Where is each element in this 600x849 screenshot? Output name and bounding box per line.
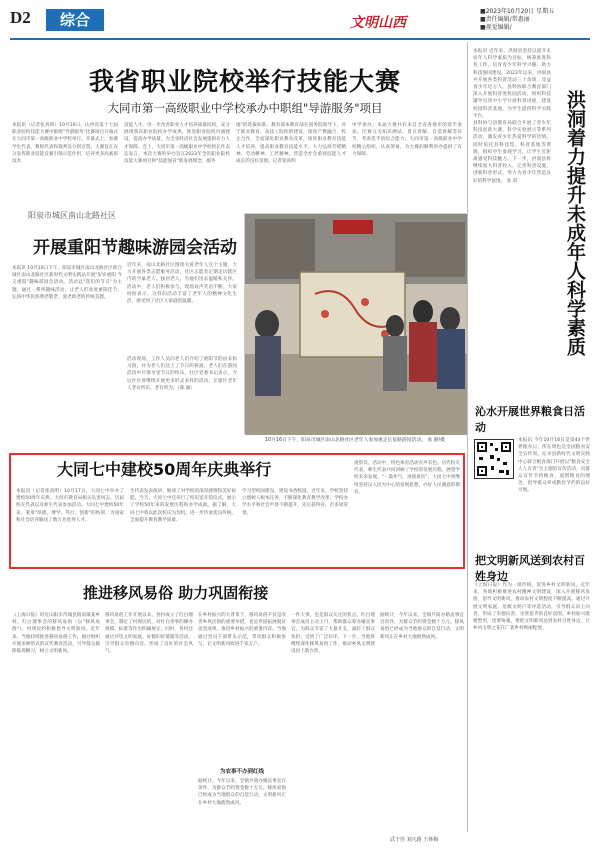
- bottom-story-column-4: 一件大事，也是群众关注的焦点。红白理事会成员主动上门，帮助群众筹办婚丧事宜，为群众节省了大量开支，减轻了群众负担，受到了广泛好评。下一步，当地将继续深化移风易俗工作，推动乡风文明建设再上新台阶。: [291, 613, 375, 655]
- qr-code-graphic: [475, 440, 513, 478]
- featured-story-column-4: 观察员。活动中，特色体育活动有声有色。历代校友代表、师生代表共同回顾了学校的发展历程，展望学校未来发展。"一鼓作气，再接再厉"，大同七中将继续坚持以人民为中心的发展思想，办好人民满意的教育。: [354, 461, 460, 495]
- civilization-story-text: 《上海日报》作为一项传统，促进乡村文明新风。近年来，各地积极推进农村精神文明建设，深入开展移风易俗，倡导文明新风，推动农村文明程度不断提高。通过开展文明家庭、星级文明户等评选活动，引导群众向上向善，形成了崇德向善、见贤思齐的良好氛围。乡村振兴既要塑形，也要铸魂，要把文明新风送到农村百姓身边，让乡风文明之花在广袤乡村绚丽绽放。: [473, 583, 590, 632]
- right-column-text-1a: 本报讯 近年来，洪洞县坚持以提升未成年人科学素质为目标，统筹推进科普工作，培育青少年科学兴趣，助力科技强国建设。2023年以来，洪洞县共开展各类科普活动三十余场，受益青少年近万人。县科协联合教育部门深入开展科普进校园活动，组织科技辅导员到中小学开展科普讲座，建设校园科普基地，为学生提供科学实践平台。: [473, 49, 551, 119]
- bottom-story-column-3b: 据统计，今年以来，全镇共简办婚丧事宜百余件，为群众节约资金数十万元。移风易俗已经成为当地群众的自觉行动，文明新风正在乡村大地蔚然成风。: [198, 779, 286, 806]
- masthead-rule: [10, 38, 590, 40]
- column-divider: [467, 42, 468, 832]
- bottom-story-author: 武于佳 刘凡路 王林梅: [390, 837, 439, 843]
- neighborhood-story-column-3: 活动现场，工作人员向老人们介绍了重阳节的由来和习俗，并为老人们送上了节日的祝福。老人们在游园活动中尽情享受节日的快乐。社区党委书记表示，今后社区将继续开展更多形式多样的活动，让辖区老年人老有所乐、老有所为。（陈 颖）: [127, 357, 237, 391]
- neighborhood-story-tag: 阳泉市城区南山北路社区: [28, 211, 116, 220]
- right-column-text-1: [473, 48, 551, 433]
- top-story-title: 我省职业院校举行技能大赛: [88, 67, 401, 96]
- qr-code[interactable]: [474, 439, 514, 479]
- event-photo: [244, 213, 466, 434]
- neighborhood-story-title: 开展重阳节趣味游园会活动: [33, 238, 237, 258]
- masthead: [10, 8, 590, 38]
- page-number: D2: [10, 8, 31, 27]
- top-story-column-2: 技能人才。进一步改善职业人才培养质量结构，充分展现我省职业院校办学成果，推进职业院校内涵建设，提高办学质量，为全省经济社会发展提供有力人才保障。会上，大同市第一高级职业中学校校长作表态发言。本次大赛的举办旨在2023年全省职业院校技能大赛项目和"技能强省"新发展理念，服务: [124, 123, 230, 165]
- event-photo-caption: 10月16日下午，阳泉市城区南山北路社区老年人参加重走长征路游园活动。 张 静/摄: [265, 438, 445, 443]
- event-photo-illustration: [245, 214, 467, 435]
- right-column-text-1b: 县科协与县教育局联合开展了青少年科技创新大赛、科学实验展示等系列活动，激发青少年热爱科学的热情。同时依托县科技馆、科普基地等资源，组织学生参观学习，让学生近距离感受科技魅力。下一步，洪洞县将继续加大科普投入，完善科普设施，创新科普形式，努力为青少年营造良好的科学氛围。 张 甫: [473, 121, 551, 184]
- featured-story-title: 大同七中建校50周年庆典举行: [57, 460, 272, 479]
- featured-story-column-1: 本报讯（记者张真明）10月17日，大同七中举办了建校50周年庆典。大同市教育局相关负责同志、历届校友代表以及师生代表参加活动。大同七中建校50年来，秉承"厚德、博学、笃行、创新"的校训，为国家和社会培养输送了数万名优秀人才。: [16, 489, 124, 523]
- featured-story-column-2: 生代表发表演讲，畅谈了对学校的深厚感情和美好祝愿。当天，大同七中还举行了校史馆开馆仪式，展示了学校50年来的发展历程和办学成就。据了解，大同七中将以此次校庆为契机，进一步传承优良传统，全面提升教育教学质量。: [130, 489, 236, 523]
- bottom-story-column-5: [380, 612, 464, 834]
- masthead-meta: [480, 8, 590, 32]
- newspaper-logo: 文明山西: [350, 15, 406, 31]
- top-story-subtitle: 大同市第一高级职业中学校承办中职组"导游服务"项目: [107, 101, 383, 115]
- top-story-column-4: 中学承办。本届大赛共有来自全省各地市的选手参加。比赛分为知识测试、景点讲解、自选讲解等环节，考查选手的综合能力。大同市第一高级职业中学校精心组织，认真筹备，为大赛的顺利举办提供了有力保障。: [352, 123, 462, 157]
- bottom-story-column-5-text: 据统计，今年以来，全镇共简办婚丧事宜百余件，为群众节约资金数十万元。移风易俗已经成为当地群众的自觉行动，文明新风正在乡村大地蔚然成风。: [380, 613, 464, 640]
- masthead-visual-editor: ■视觉编辑/: [480, 24, 512, 31]
- neighborhood-story-column-2: 近年来，南山北路社区围绕关爱老年人这个主题，大力开展各类志愿服务活动，社区志愿者定期走访辖区内的空巢老人、独居老人，为他们送去温暖和关怀。活动中，老人们积极参与，现场欢声笑语不断。大家纷纷表示，这样的活动丰富了老年人的精神文化生活，感受到了社区大家庭的温暖。: [127, 263, 237, 305]
- neighborhood-story-column-1: 本报讯 10月16日下午，阳泉市城区南山北路社区联合城区南山北路社区新时代文明实践站开展"岁岁重阳 今又重阳"趣味游园会活动。活动以"我们的节日"为主题，通过一系列趣味活动，让老人们欢度重阳佳节，弘扬中华民族尊老敬老、爱老助老的传统美德。: [12, 266, 122, 300]
- masthead-date: ■2023年10月20日 星期五: [480, 8, 555, 15]
- bottom-story-title: 推进移风易俗 助力巩固衔接: [83, 584, 269, 602]
- top-story-column-1: 本报讯（记者张真明）10月16日，山西省第十七届职业院校技能大赛中职组"导游服务"比赛项目开幕式在大同市第一高级职业中学校举行。开幕式上，参赛学生代表、教师代表和裁判员分别宣誓。大赛旨在充分发挥职业技能竞赛引领示范作用，培养更多高素质技术: [12, 123, 118, 165]
- top-story-column-3: 地"的选拔标准。教育部本教育部在国务院领导下，对于职业教育、高技工院校的建设，推进产教融合、校企合作，全面深化职业教育改革，推进职业教育技能人才培养，提高职业教育技能水平。大力弘扬劳模精神、劳动精神、工匠精神，营造全社会重视技能人才成长的良好氛围。记者张真明: [236, 123, 346, 165]
- bottom-story-column-2: 移风易俗工作开展以来，各村成立了红白理事会，制定了村规民约，对红白喜事的操办规模、标准等作出明确规定。同时，各村还通过评选文明家庭、好媳妇好婆婆等活动，引导群众崇德向善，形成了良好的社会风气。: [105, 613, 193, 655]
- bottom-story-column-1: 《上海日报》时近山阳市芮城县陌南镇某乡村，红白理事会的移风易俗（以"移风易俗"），村规民约积极倡导文明新风。近年来，当地持续推进移风易俗工作，通过组织开展多种形式的宣传教育活动，引导群众破除陈规陋习，树立文明新风。: [12, 613, 100, 655]
- bottom-story-column-3: 在乡村振兴的大背景下，移风易俗不仅是改善乡风民俗的重要举措，也是巩固拓展脱贫攻坚成果、推进乡村振兴的重要内容。当地通过党员干部带头示范，带动群众积极参与，让文明新风吹进千家万户。: [198, 613, 286, 647]
- featured-story-column-3: 学习型校园建设，建设书香校园。近年来，学校坚持立德树人根本任务，不断深化教育教学改革，学校办学水平和社会声誉不断提升，先后获得省、市多项荣誉。: [242, 489, 348, 516]
- right-column-title: 洪洞着力提升未成年人科学素质: [564, 90, 586, 356]
- section-label: 综合: [46, 9, 104, 31]
- grain-story-text-lead: 本报讯 今年10月16日是第43个世界粮食日，所在周也是全国粮食安全宣传周。沁水县新时代文明实践中心联合粮食部门开展以"粮食安全 人人有责"为主题的宣传活动，向群众宣传节约粮食、爱惜粮食的理念，倡导群众养成勤俭节约的良好习惯。: [518, 438, 590, 494]
- masthead-editor: ■责任编辑/常惠丽: [480, 16, 530, 23]
- civilization-story-title: 把文明新风送到农村百姓身边: [475, 554, 585, 583]
- bottom-story-subhead-1: 为农事不办到红线: [219, 769, 264, 775]
- grain-story-title: 沁水开展世界粮食日活动: [475, 405, 585, 434]
